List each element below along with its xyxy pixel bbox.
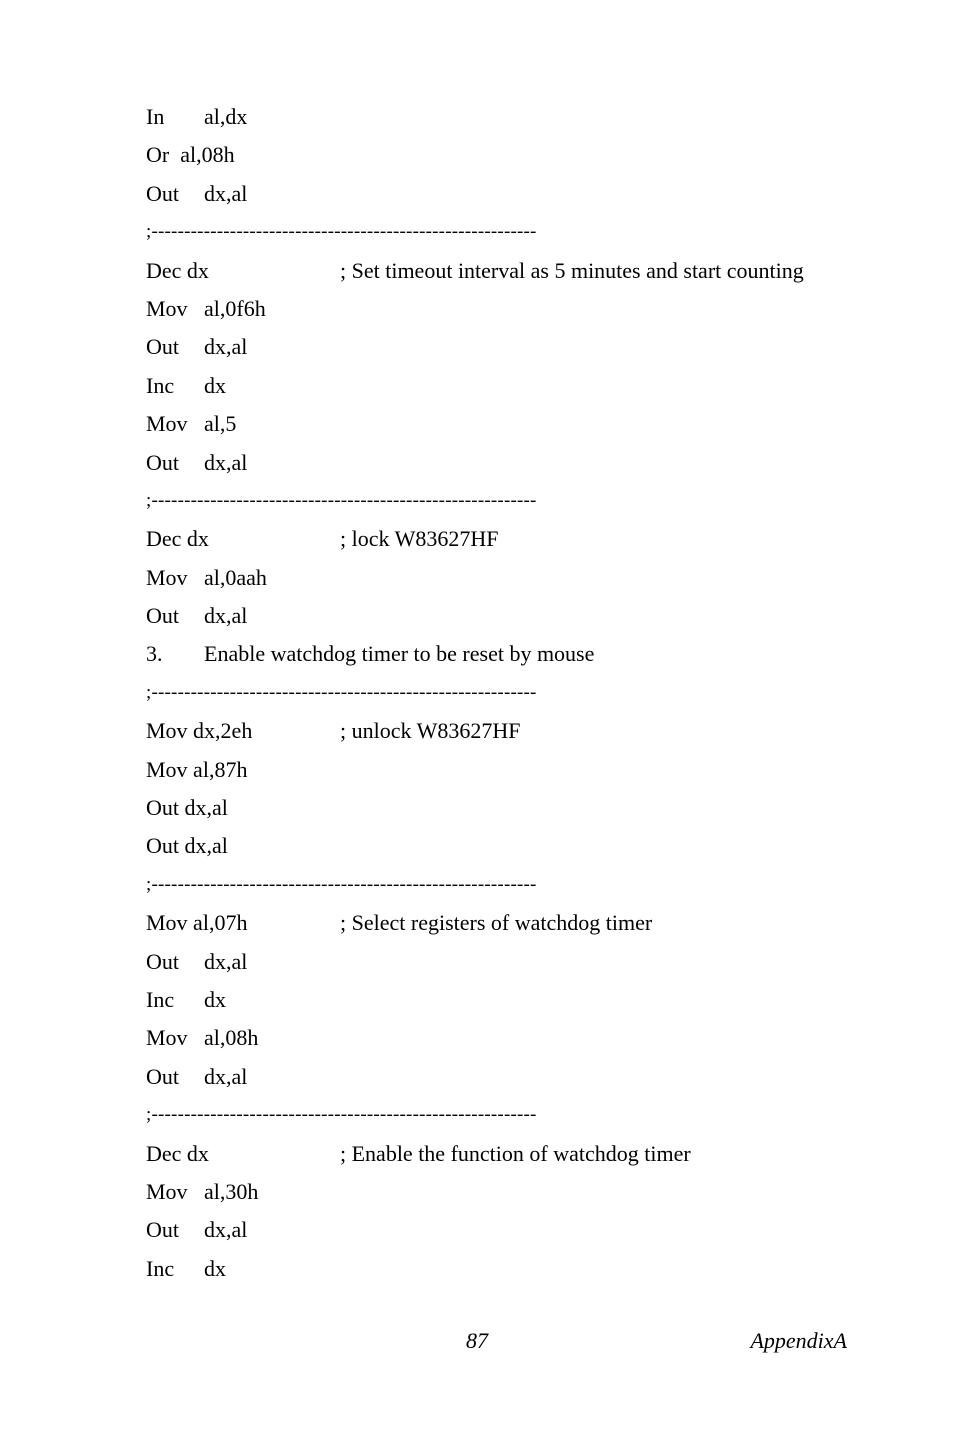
code-line bbox=[146, 904, 866, 942]
separator-text: ;----------------------------------------------------------- bbox=[146, 681, 537, 703]
code-line bbox=[146, 1135, 866, 1173]
instruction-operands: al,0aah bbox=[204, 564, 267, 590]
instruction-mnemonic: Mov bbox=[146, 411, 188, 437]
code-line bbox=[146, 751, 866, 789]
code-line bbox=[146, 367, 866, 405]
instruction-operands: al,5 bbox=[204, 411, 237, 437]
section-label: AppendixA bbox=[750, 1328, 847, 1353]
code-line bbox=[146, 597, 866, 635]
separator-line bbox=[146, 674, 866, 712]
code-comment: ; unlock W83627HF bbox=[340, 718, 521, 744]
instruction-operands: dx,al bbox=[204, 603, 248, 629]
instruction-mnemonic: In bbox=[146, 104, 165, 129]
code-comment: ; Select registers of watchdog timer bbox=[340, 910, 653, 936]
separator-text: ;----------------------------------------------------------- bbox=[146, 1104, 537, 1126]
code-line bbox=[146, 1173, 866, 1211]
separator-line bbox=[146, 1096, 866, 1134]
instruction-operands: dx bbox=[204, 986, 226, 1012]
instruction-mnemonic: Out bbox=[146, 1063, 179, 1089]
instruction-operands: dx,al bbox=[204, 334, 248, 360]
instruction-operands: dx bbox=[204, 372, 226, 398]
code-text: Or al,08h bbox=[146, 142, 235, 168]
code-line bbox=[146, 328, 866, 366]
code-line bbox=[146, 1019, 866, 1057]
code-line bbox=[146, 943, 866, 981]
instruction-mnemonic: Mov bbox=[146, 1178, 188, 1204]
code-line bbox=[146, 1250, 866, 1288]
code-comment: ; Set timeout interval as 5 minutes and start counting bbox=[340, 257, 804, 283]
code-line bbox=[146, 136, 866, 174]
code-listing bbox=[146, 98, 866, 1288]
instruction-mnemonic: Mov dx,2eh bbox=[146, 718, 253, 744]
code-line bbox=[146, 405, 866, 443]
instruction-mnemonic: Dec dx bbox=[146, 1140, 209, 1166]
instruction-mnemonic: Mov al,07h bbox=[146, 910, 248, 936]
code-line bbox=[146, 444, 866, 482]
separator-text: ;----------------------------------------------------------- bbox=[146, 221, 537, 243]
code-text: Out dx,al bbox=[146, 833, 228, 859]
instruction-operands: dx,al bbox=[204, 1063, 248, 1089]
code-line bbox=[146, 712, 866, 750]
instruction-operands: al,08h bbox=[204, 1025, 259, 1051]
instruction-mnemonic: Out bbox=[146, 948, 179, 974]
instruction-operands: dx bbox=[204, 1255, 226, 1281]
code-comment: ; lock W83627HF bbox=[340, 526, 499, 552]
code-line bbox=[146, 98, 866, 136]
instruction-mnemonic: Out bbox=[146, 603, 179, 629]
instruction-mnemonic: Inc bbox=[146, 986, 175, 1012]
instruction-mnemonic: Out bbox=[146, 1217, 179, 1243]
instruction-operands: al,30h bbox=[204, 1178, 259, 1204]
instruction-mnemonic: Out bbox=[146, 449, 179, 475]
instruction-mnemonic: Out bbox=[146, 334, 179, 360]
code-line bbox=[146, 1211, 866, 1249]
code-text: Out dx,al bbox=[146, 795, 228, 821]
separator-line bbox=[146, 866, 866, 904]
code-line bbox=[146, 252, 866, 290]
instruction-operands: al,dx bbox=[204, 104, 248, 129]
instruction-operands: dx,al bbox=[204, 948, 248, 974]
instruction-operands: dx,al bbox=[204, 1217, 248, 1243]
separator-line bbox=[146, 482, 866, 520]
separator-line bbox=[146, 213, 866, 251]
instruction-mnemonic: Mov bbox=[146, 295, 188, 321]
instruction-operands: Enable watchdog timer to be reset by mouse bbox=[204, 641, 595, 667]
code-line bbox=[146, 827, 866, 865]
instruction-mnemonic: Mov bbox=[146, 1025, 188, 1051]
instruction-mnemonic: Dec dx bbox=[146, 257, 209, 283]
instruction-operands: dx,al bbox=[204, 180, 248, 206]
code-line bbox=[146, 635, 866, 673]
instruction-mnemonic: Inc bbox=[146, 1255, 175, 1281]
instruction-mnemonic: Mov bbox=[146, 564, 188, 590]
instruction-operands: al,0f6h bbox=[204, 295, 266, 321]
separator-text: ;----------------------------------------------------------- bbox=[146, 873, 537, 895]
page-number: 87 bbox=[466, 1328, 488, 1353]
instruction-operands: dx,al bbox=[204, 449, 248, 475]
code-line bbox=[146, 559, 866, 597]
instruction-mnemonic: 3. bbox=[146, 641, 163, 667]
instruction-mnemonic: Dec dx bbox=[146, 526, 209, 552]
instruction-mnemonic: Inc bbox=[146, 372, 175, 398]
code-comment: ; Enable the function of watchdog timer bbox=[340, 1140, 691, 1166]
code-line bbox=[146, 175, 866, 213]
code-line bbox=[146, 981, 866, 1019]
separator-text: ;----------------------------------------------------------- bbox=[146, 489, 537, 511]
code-line bbox=[146, 520, 866, 558]
instruction-mnemonic: Out bbox=[146, 180, 179, 206]
code-line bbox=[146, 1058, 866, 1096]
code-line bbox=[146, 290, 866, 328]
code-line bbox=[146, 789, 866, 827]
code-text: Mov al,87h bbox=[146, 756, 248, 782]
